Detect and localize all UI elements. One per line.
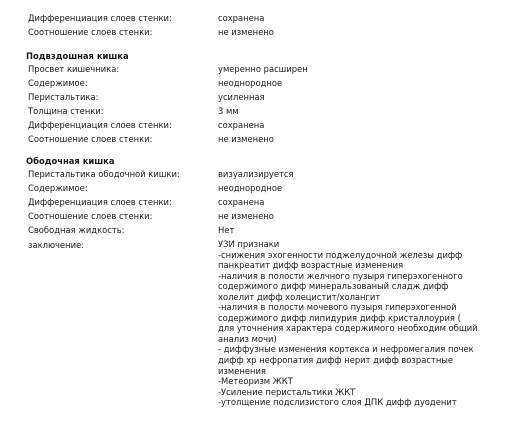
row-label: Дифференциация слоев стенки: <box>28 13 172 23</box>
row-value: неоднородное <box>218 78 283 88</box>
row-label: Соотношение слоев стенки: <box>28 211 153 221</box>
conclusion-line: -наличия в полости мочевого пузыря гиперэхогенной <box>218 302 457 313</box>
conclusion-line: дифф хр нефропатия дифф нерит дифф возрастные <box>218 355 454 366</box>
conclusion-line: изменения <box>218 365 266 376</box>
report-row <box>28 105 498 117</box>
report-row <box>28 26 498 38</box>
report-row <box>28 77 498 89</box>
conclusion-label: заключение: <box>28 240 85 250</box>
row-label: Дифференциация слоев стенки: <box>28 197 172 207</box>
row-value: не изменено <box>218 134 274 144</box>
conclusion-line: - диффузные изменения кортекса и нефромегалия почек <box>218 344 474 355</box>
conclusion-line: -наличия в полости желчного пузыря гиперэхогенного <box>218 270 463 281</box>
row-label: Толщина стенки: <box>28 106 104 116</box>
report-row <box>28 119 498 131</box>
report-row <box>28 196 498 208</box>
section-title-colon: Ободочная кишка <box>26 156 115 166</box>
conclusion-line: -утолщение подслизистого слоя ДПК дифф дуоденит <box>218 397 457 408</box>
conclusion-line: холелит дифф холецистит/холангит <box>218 291 381 302</box>
section-title-ileum: Подвздошная кишка <box>26 51 129 61</box>
row-value: неоднородное <box>218 183 283 193</box>
report-row <box>28 210 498 222</box>
report-row <box>28 12 498 24</box>
row-label: Дифференциация слоев стенки: <box>28 120 172 130</box>
conclusion-line: панкреатит дифф возрастные изменения <box>218 260 404 271</box>
conclusion-line: содержимого дифф минеральзованый сладж дифф <box>218 281 449 292</box>
row-value: не изменено <box>218 211 274 221</box>
report-row <box>28 224 498 236</box>
row-label: Соотношение слоев стенки: <box>28 134 153 144</box>
conclusion-line: -Усиление перистальтики ЖКТ <box>218 386 356 397</box>
row-value: сохранена <box>218 197 265 207</box>
report-row <box>28 182 498 194</box>
row-value: 3 мм <box>218 106 239 116</box>
report-row <box>28 63 498 75</box>
conclusion-line: содержимого дифф липидурия дифф кристаллоурия ( <box>218 312 461 323</box>
conclusion-line: -снижения эхогенности поджелудочной железы дифф <box>218 249 463 260</box>
row-label: Содержимое: <box>28 78 88 88</box>
conclusion-line: анализ мочи) <box>218 333 277 344</box>
row-label: Свободная жидкость: <box>28 225 125 235</box>
row-value: не изменено <box>218 27 274 37</box>
row-label: Перистальтика: <box>28 92 99 102</box>
row-value: умеренно расширен <box>218 64 308 74</box>
report-row <box>28 91 498 103</box>
conclusion-line: УЗИ признаки <box>218 239 280 249</box>
row-label: Соотношение слоев стенки: <box>28 27 153 37</box>
row-label: Содержимое: <box>28 183 88 193</box>
conclusion-text <box>218 239 498 408</box>
conclusion-line: -Метеоризм ЖКТ <box>218 376 293 387</box>
conclusion-line: для уточнения характера содержимого необходим общий <box>218 323 478 334</box>
row-value: сохранена <box>218 13 265 23</box>
row-label: Просвет кишечника: <box>28 64 120 74</box>
row-value: Нет <box>218 225 235 235</box>
row-label: Перистальтика ободочной кишки: <box>28 169 180 179</box>
report-row <box>28 133 498 145</box>
report-row <box>28 168 498 180</box>
row-value: усиленная <box>218 92 265 102</box>
row-value: визуализируется <box>218 169 294 179</box>
row-value: сохранена <box>218 120 265 130</box>
